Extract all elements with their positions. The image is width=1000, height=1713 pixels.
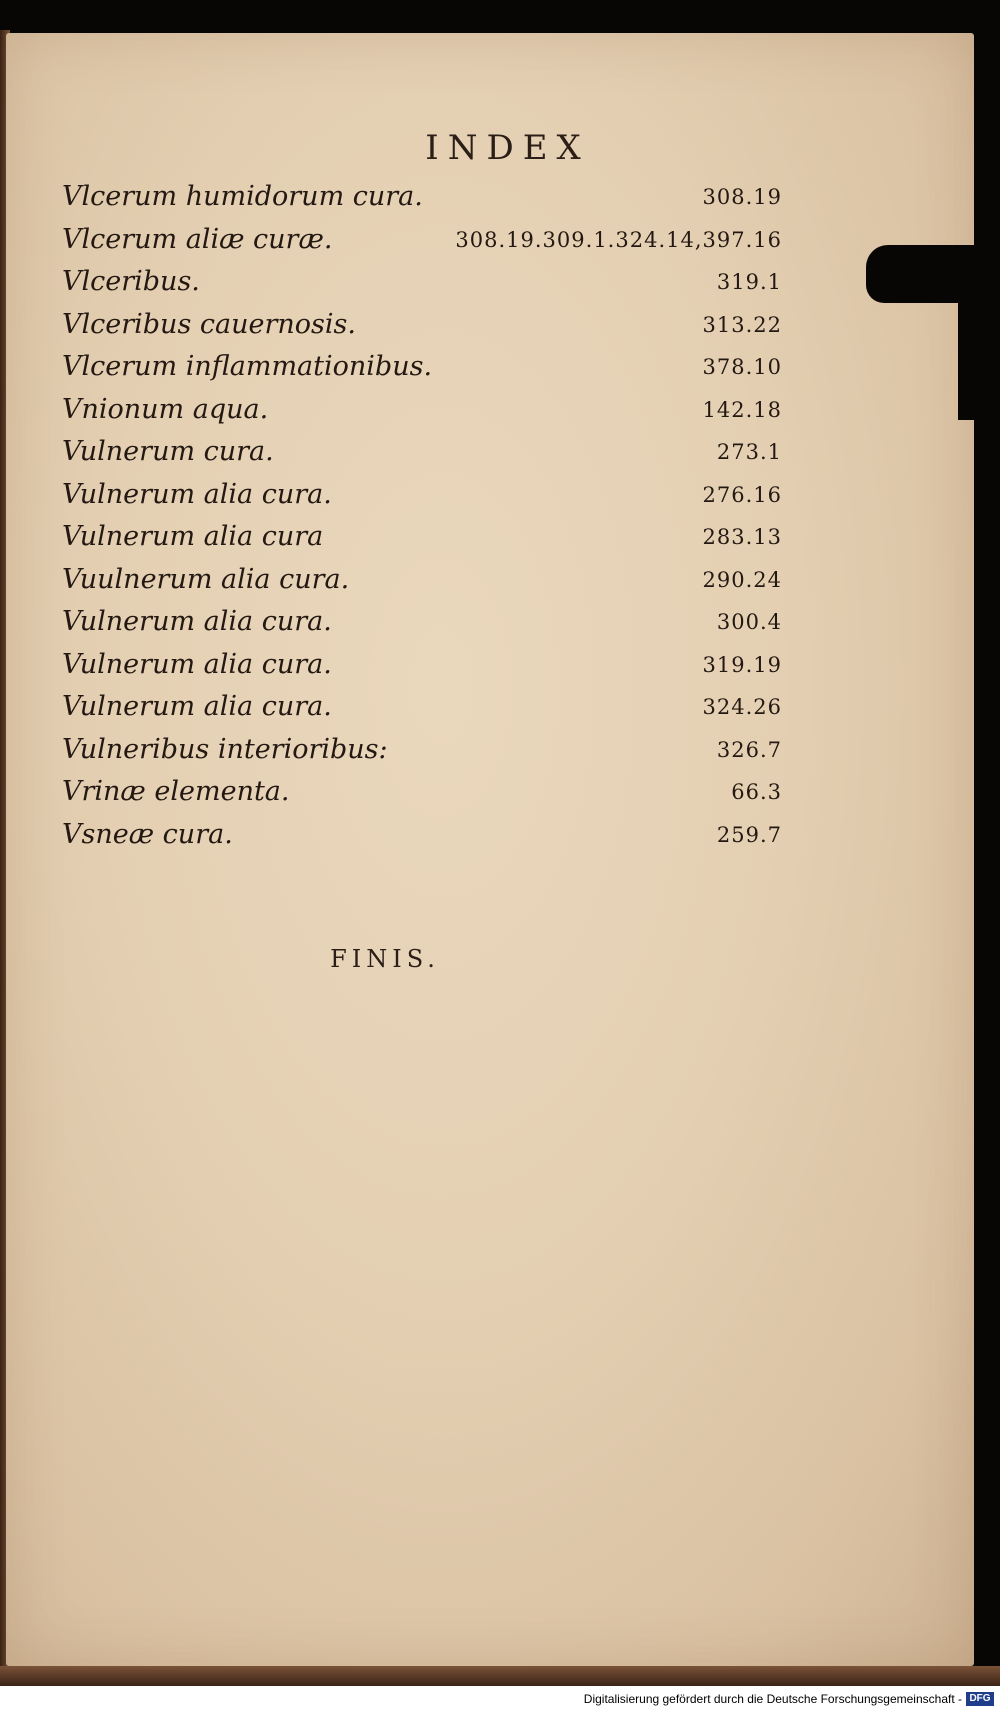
- index-term: Vsneæ cura.: [62, 818, 233, 850]
- index-entry: [62, 601, 782, 644]
- book-bottom-edge: [0, 1666, 1000, 1686]
- index-term: Vnionum aqua.: [62, 393, 269, 425]
- index-entry: [62, 346, 782, 389]
- index-term: Vulnerum alia cura.: [62, 606, 332, 637]
- index-page-ref: 308.19.309.1.324.14,397.16: [455, 227, 782, 252]
- index-page-ref: 276.16: [702, 482, 782, 507]
- index-page-ref: 290.24: [702, 567, 782, 592]
- index-term: Vulnerum alia cura: [62, 521, 324, 552]
- index-term: Vlcerum humidorum cura.: [62, 181, 423, 212]
- dfg-logo: DFG: [966, 1692, 994, 1706]
- page-title: INDEX: [425, 128, 590, 168]
- index-entry: [62, 261, 782, 304]
- index-page-ref: 378.10: [702, 355, 782, 379]
- index-page-ref: 273.1: [716, 440, 782, 464]
- index-term: Vrinæ elementa.: [62, 776, 290, 807]
- index-term: Vulnerum alia cura.: [62, 691, 332, 722]
- index-entry: [62, 431, 782, 474]
- index-page-ref: 259.7: [716, 822, 782, 847]
- index-entry: [62, 771, 782, 814]
- index-entry: [62, 516, 782, 559]
- index-entry: [62, 304, 782, 347]
- footer-bar: [0, 1686, 1000, 1713]
- index-page-ref: 142.18: [702, 397, 782, 422]
- index-entry: [62, 219, 782, 262]
- index-entry: [62, 559, 782, 602]
- index-page-ref: 324.26: [702, 695, 782, 719]
- index-page-ref: 313.22: [702, 312, 782, 337]
- index-page-ref: 319.1: [716, 270, 782, 294]
- index-term: Vulnerum cura.: [62, 436, 274, 467]
- index-term: Vuulnerum alia cura.: [62, 563, 350, 595]
- index-entry: [62, 176, 782, 219]
- index-page-ref: 283.13: [702, 525, 782, 549]
- index-page-ref: 326.7: [716, 737, 782, 762]
- index-page-ref: 300.4: [716, 610, 782, 634]
- index-term: Vlceribus.: [62, 266, 200, 297]
- index-page-ref: 319.19: [702, 652, 782, 677]
- index-term: Vulnerum alia cura.: [62, 478, 332, 510]
- index-entry: [62, 474, 782, 517]
- index-entry: [62, 686, 782, 729]
- index-term: Vlcerum aliæ curæ.: [62, 223, 333, 255]
- index-entry: [62, 644, 782, 687]
- page-tear-edge: [958, 290, 988, 420]
- index-entry: [62, 814, 782, 857]
- funding-notice: Digitalisierung gefördert durch die Deutsche Forschungsgemeinschaft -: [583, 1692, 962, 1706]
- index-term: Vlcerum inflammationibus.: [62, 351, 433, 382]
- index-entry: [62, 389, 782, 432]
- index-term: Vulnerum alia cura.: [62, 648, 332, 680]
- finis-heading: FINIS.: [330, 945, 440, 973]
- index-page-ref: 308.19: [702, 185, 782, 209]
- index-page-ref: 66.3: [731, 780, 782, 804]
- index-entry: [62, 729, 782, 772]
- index-list: [62, 176, 782, 856]
- index-term: Vlceribus cauernosis.: [62, 308, 356, 340]
- index-term: Vulneribus interioribus:: [62, 733, 388, 765]
